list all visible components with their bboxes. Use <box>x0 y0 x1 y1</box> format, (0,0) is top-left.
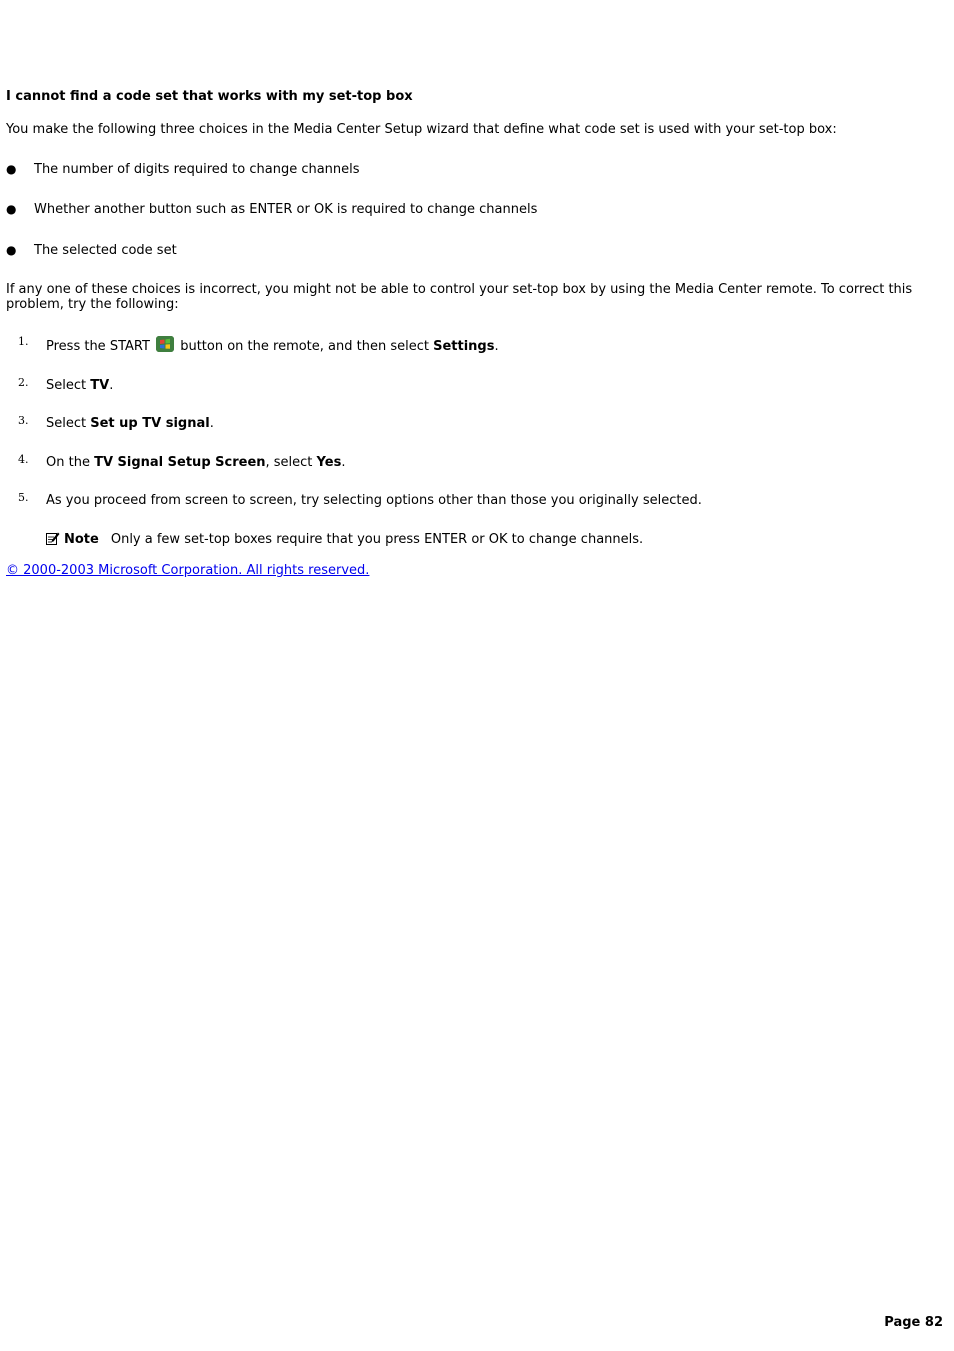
list-item-text: Whether another button such as ENTER or OK is required to change channels <box>34 202 538 217</box>
help-topic <box>6 88 946 579</box>
windows-start-icon <box>156 336 174 352</box>
step-bold-text: Set up TV signal <box>90 416 210 431</box>
list-item <box>6 492 946 509</box>
step-text: As you proceed from screen to screen, try selecting options other than those you originally selected. <box>46 493 702 508</box>
list-item-text: The selected code set <box>34 243 177 258</box>
step-number: 2. <box>18 376 29 389</box>
list-item <box>6 377 946 394</box>
choices-list <box>6 161 946 259</box>
step-number: 4. <box>18 453 29 466</box>
step-text: Select <box>46 378 91 393</box>
steps-list <box>6 336 946 509</box>
topic-heading: I cannot find a code set that works with my set-top box <box>6 89 413 104</box>
note-pencil-icon <box>46 531 60 545</box>
step-bold-text: TV Signal Setup Screen <box>94 455 266 470</box>
page-number: Page 82 <box>884 1315 943 1330</box>
list-item-text: The number of digits required to change channels <box>34 162 360 177</box>
note-block <box>6 531 946 548</box>
list-item <box>6 242 946 259</box>
bullet-symbol: ● <box>6 202 17 216</box>
step-number: 5. <box>18 491 29 504</box>
copyright-link[interactable]: © 2000-2003 Microsoft Corporation. All rights reserved. <box>6 563 370 578</box>
step-number: 3. <box>18 414 29 427</box>
step-text: . <box>494 339 499 354</box>
bullet-symbol: ● <box>6 243 17 257</box>
step-text: . <box>341 455 346 470</box>
correction-paragraph: If any one of these choices is incorrect, you might not be able to control your set-top box by using the Media Center remote. To correct this problem, try the following: <box>6 282 913 312</box>
step-text: . <box>209 416 214 431</box>
copyright-row <box>6 562 946 579</box>
step-text: . <box>109 378 114 393</box>
list-item <box>6 336 946 355</box>
step-number: 1. <box>18 335 29 348</box>
step-text: On the <box>46 455 95 470</box>
step-bold-text: Settings <box>433 339 495 354</box>
step-text: Press the START <box>46 339 150 354</box>
note-label: Note <box>64 532 99 547</box>
step-text: Select <box>46 416 91 431</box>
step-text: , select <box>265 455 317 470</box>
step-bold-text: Yes <box>316 455 342 470</box>
list-item <box>6 201 946 218</box>
list-item <box>6 415 946 432</box>
list-item <box>6 454 946 471</box>
note-text: Only a few set-top boxes require that you press ENTER or OK to change channels. <box>110 532 644 547</box>
list-item <box>6 161 946 178</box>
step-bold-text: TV <box>90 378 110 393</box>
intro-paragraph: You make the following three choices in the Media Center Setup wizard that define what code set is used with your set-top box: <box>6 122 837 137</box>
step-text: button on the remote, and then select <box>180 339 434 354</box>
bullet-symbol: ● <box>6 162 17 176</box>
